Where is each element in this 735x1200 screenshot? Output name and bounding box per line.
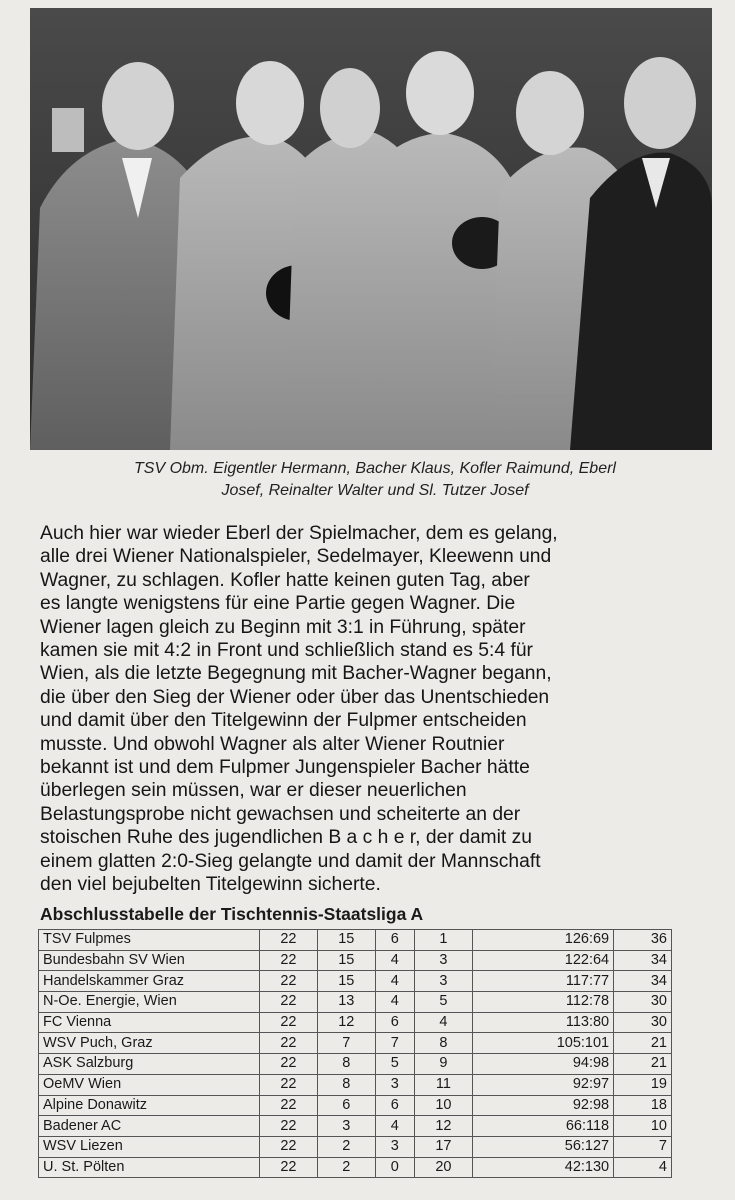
lost-cell: 20	[414, 1157, 472, 1178]
table-row	[39, 992, 672, 1013]
article-line: und damit über den Titelgewinn der Fulpmer entscheiden	[40, 710, 527, 732]
table-title: Abschlusstabelle der Tischtennis-Staatsliga A	[40, 904, 424, 924]
drawn-cell: 4	[375, 992, 414, 1013]
drawn-cell: 0	[375, 1157, 414, 1178]
drawn-cell: 4	[375, 1116, 414, 1137]
table-row	[39, 1012, 672, 1033]
won-cell: 7	[317, 1033, 375, 1054]
played-cell: 22	[260, 1012, 318, 1033]
lost-cell: 5	[414, 992, 472, 1013]
table-row	[39, 1116, 672, 1137]
won-cell: 15	[317, 971, 375, 992]
won-cell: 8	[317, 1054, 375, 1075]
played-cell: 22	[260, 992, 318, 1013]
won-cell: 15	[317, 930, 375, 951]
team-photo-illustration	[30, 8, 712, 450]
team-cell: Alpine Donawitz	[39, 1095, 260, 1116]
goals-cell: 92:97	[472, 1074, 613, 1095]
team-photo	[30, 8, 712, 450]
table-row	[39, 1095, 672, 1116]
article-line: die über den Sieg der Wiener oder über das Unentschieden	[40, 686, 550, 708]
points-cell: 19	[614, 1074, 672, 1095]
won-cell: 6	[317, 1095, 375, 1116]
team-cell: N-Oe. Energie, Wien	[39, 992, 260, 1013]
team-cell: ASK Salzburg	[39, 1054, 260, 1075]
played-cell: 22	[260, 930, 318, 951]
points-cell: 30	[614, 1012, 672, 1033]
article-line: es langte wenigstens für eine Partie gegen Wagner. Die	[40, 593, 516, 615]
goals-cell: 56:127	[472, 1136, 613, 1157]
goals-cell: 117:77	[472, 971, 613, 992]
points-cell: 34	[614, 950, 672, 971]
drawn-cell: 3	[375, 1074, 414, 1095]
table-row	[39, 930, 672, 951]
table-row	[39, 1136, 672, 1157]
drawn-cell: 7	[375, 1033, 414, 1054]
goals-cell: 42:130	[472, 1157, 613, 1178]
points-cell: 4	[614, 1157, 672, 1178]
article-body	[40, 522, 680, 897]
won-cell: 13	[317, 992, 375, 1013]
lost-cell: 11	[414, 1074, 472, 1095]
team-cell: U. St. Pölten	[39, 1157, 260, 1178]
team-cell: FC Vienna	[39, 1012, 260, 1033]
table-row	[39, 1033, 672, 1054]
won-cell: 2	[317, 1157, 375, 1178]
article-line: einem glatten 2:0-Sieg gelangte und damit der Mannschaft	[40, 850, 541, 872]
team-cell: Bundesbahn SV Wien	[39, 950, 260, 971]
article-line: stoischen Ruhe des jugendlichen B a c h e r, der damit zu	[40, 827, 532, 849]
lost-cell: 3	[414, 950, 472, 971]
caption-line: TSV Obm. Eigentler Hermann, Bacher Klaus, Kofler Raimund, Eberl	[134, 460, 616, 477]
played-cell: 22	[260, 1116, 318, 1137]
played-cell: 22	[260, 1074, 318, 1095]
won-cell: 12	[317, 1012, 375, 1033]
table-row	[39, 1074, 672, 1095]
article-line: Wagner, zu schlagen. Kofler hatte keinen guten Tag, aber	[40, 569, 530, 591]
article-line: bekannt ist und dem Fulpmer Jungenspieler Bacher hätte	[40, 757, 530, 779]
points-cell: 30	[614, 992, 672, 1013]
lost-cell: 17	[414, 1136, 472, 1157]
drawn-cell: 3	[375, 1136, 414, 1157]
article-line: überlegen sein müssen, war er dieser neuerlichen	[40, 780, 467, 802]
won-cell: 8	[317, 1074, 375, 1095]
played-cell: 22	[260, 1136, 318, 1157]
team-cell: WSV Liezen	[39, 1136, 260, 1157]
goals-cell: 66:118	[472, 1116, 613, 1137]
played-cell: 22	[260, 1095, 318, 1116]
lost-cell: 4	[414, 1012, 472, 1033]
drawn-cell: 5	[375, 1054, 414, 1075]
team-cell: Badener AC	[39, 1116, 260, 1137]
drawn-cell: 6	[375, 1012, 414, 1033]
played-cell: 22	[260, 1054, 318, 1075]
lost-cell: 12	[414, 1116, 472, 1137]
played-cell: 22	[260, 950, 318, 971]
goals-cell: 94:98	[472, 1054, 613, 1075]
table-row	[39, 1157, 672, 1178]
goals-cell: 126:69	[472, 930, 613, 951]
team-cell: Handelskammer Graz	[39, 971, 260, 992]
goals-cell: 112:78	[472, 992, 613, 1013]
goals-cell: 113:80	[472, 1012, 613, 1033]
drawn-cell: 4	[375, 971, 414, 992]
points-cell: 7	[614, 1136, 672, 1157]
article-line: kamen sie mit 4:2 in Front und schließlich stand es 5:4 für	[40, 640, 533, 662]
caption-line: Josef, Reinalter Walter und Sl. Tutzer Josef	[221, 482, 529, 499]
photo-caption	[40, 458, 710, 502]
team-cell: WSV Puch, Graz	[39, 1033, 260, 1054]
drawn-cell: 4	[375, 950, 414, 971]
article-line: den viel bejubelten Titelgewinn sicherte.	[40, 874, 381, 896]
points-cell: 10	[614, 1116, 672, 1137]
article-line: Auch hier war wieder Eberl der Spielmacher, dem es gelang,	[40, 523, 558, 544]
won-cell: 3	[317, 1116, 375, 1137]
article-line: Wiener lagen gleich zu Beginn mit 3:1 in Führung, später	[40, 616, 526, 638]
standings-table	[38, 929, 672, 1178]
goals-cell: 122:64	[472, 950, 613, 971]
lost-cell: 8	[414, 1033, 472, 1054]
goals-cell: 105:101	[472, 1033, 613, 1054]
drawn-cell: 6	[375, 930, 414, 951]
points-cell: 18	[614, 1095, 672, 1116]
lost-cell: 10	[414, 1095, 472, 1116]
points-cell: 34	[614, 971, 672, 992]
points-cell: 36	[614, 930, 672, 951]
played-cell: 22	[260, 971, 318, 992]
won-cell: 2	[317, 1136, 375, 1157]
table-row	[39, 950, 672, 971]
article-line: alle drei Wiener Nationalspieler, Sedelmayer, Kleewenn und	[40, 546, 552, 568]
lost-cell: 9	[414, 1054, 472, 1075]
drawn-cell: 6	[375, 1095, 414, 1116]
lost-cell: 1	[414, 930, 472, 951]
article-line: musste. Und obwohl Wagner als alter Wiener Routnier	[40, 733, 505, 755]
team-cell: TSV Fulpmes	[39, 930, 260, 951]
goals-cell: 92:98	[472, 1095, 613, 1116]
points-cell: 21	[614, 1033, 672, 1054]
points-cell: 21	[614, 1054, 672, 1075]
played-cell: 22	[260, 1033, 318, 1054]
team-cell: OeMV Wien	[39, 1074, 260, 1095]
table-row	[39, 1054, 672, 1075]
article-line: Belastungsprobe nicht gewachsen und scheiterte an der	[40, 803, 521, 825]
won-cell: 15	[317, 950, 375, 971]
article-line: Wien, als die letzte Begegnung mit Bacher-Wagner begann,	[40, 663, 552, 685]
lost-cell: 3	[414, 971, 472, 992]
table-row	[39, 971, 672, 992]
played-cell: 22	[260, 1157, 318, 1178]
